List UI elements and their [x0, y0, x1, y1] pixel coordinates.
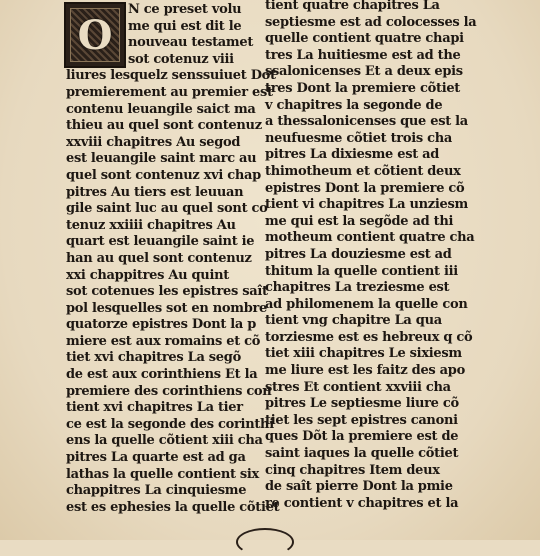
text-line: lathas la quelle contient six [66, 466, 260, 482]
text-line: pol lesquelles sot en nombre [66, 300, 268, 316]
text-line: quel sont contenuz xvi chap [66, 167, 261, 183]
text-line: thieu au quel sont contenuz [66, 118, 262, 134]
text-line: xxi chappitres Au quint [66, 267, 229, 283]
text-line: ad philomenem la quelle con [265, 296, 468, 312]
text-line: de est aux corinthiens Et la [66, 367, 258, 383]
text-line: tient xvi chapitres La tier [66, 400, 243, 416]
text-line: ce est la segonde des corinthi [66, 416, 274, 432]
text-line: chapitres La treziesme est [265, 280, 450, 296]
text-line: ens la quelle cõtient xiii cha [66, 433, 263, 449]
text-line: premierement au premier est [66, 84, 273, 100]
text-line: tres Dont la premiere cõtiet [265, 80, 461, 96]
text-line: sot cotenues les epistres saît [66, 284, 268, 300]
text-line: quart est leuangile saint ie [66, 234, 255, 250]
text-line: pitres La dixiesme est ad [265, 147, 440, 163]
text-line: tres La huitiesme est ad the [265, 47, 461, 63]
text-line: me qui est la segõde ad thi [265, 213, 454, 229]
page-ornament-mark [236, 528, 294, 556]
right-text-column [265, 0, 477, 512]
text-line: tient vng chapitre La qua [265, 313, 442, 329]
text-line: tiet xiii chapitres Le sixiesm [265, 346, 462, 362]
text-line: epistres Dont la premiere cõ [265, 180, 465, 196]
text-line: me liure est les faitz des apo [265, 363, 465, 379]
text-line: thimotheum et cõtient deux [265, 163, 461, 179]
text-line: motheum contient quatre cha [265, 230, 475, 246]
text-line: neufuesme cõtiet trois cha [265, 130, 452, 146]
text-line: cinq chapitres Item deux [265, 462, 440, 478]
text-line: pitres Au tiers est leuuan [66, 184, 244, 200]
text-line: stres Et contient xxviii cha [265, 379, 451, 395]
text-line: tient quatre chapitres La [265, 0, 440, 13]
initial-letter: O [77, 11, 113, 59]
text-line: pitres Le septiesme liure cõ [265, 396, 459, 412]
text-line: tiet les sept epistres canoni [265, 412, 458, 428]
text-line: contenu leuangile saict ma [66, 101, 256, 117]
left-text-column [66, 2, 280, 516]
text-line: thitum la quelle contient iii [265, 263, 458, 279]
text-line: han au quel sont contenuz [66, 250, 252, 266]
text-line: N ce preset volu [128, 2, 242, 17]
text-line: tiet xvi chapitres La segõ [66, 350, 241, 366]
text-line: quatorze epistres Dont la p [66, 317, 257, 333]
text-line: chappitres La cinquiesme [66, 483, 247, 499]
text-line: liures lesquelz senssuiuet Dot [66, 68, 276, 84]
text-line: xxviii chapitres Au segod [66, 134, 241, 150]
text-line: septiesme est ad colocesses la [265, 14, 477, 30]
text-line: pitres La douziesme est ad [265, 246, 452, 262]
text-line: tenuz xxiiii chapitres Au [66, 217, 236, 233]
text-line: premiere des corinthiens con [66, 383, 272, 399]
text-line: re contient v chapitres et la [265, 495, 459, 511]
text-line: gile saint luc au quel sont co [66, 201, 268, 217]
text-line: saint iaques la quelle cõtiet [265, 446, 459, 462]
text-line: est es ephesies la quelle cõtiet [66, 499, 280, 515]
text-line: me qui est dit le [128, 18, 242, 34]
text-line: miere est aux romains et cõ [66, 333, 261, 349]
text-line: quelle contient quatre chapi [265, 31, 464, 47]
text-line: a thessalonicenses que est la [265, 114, 468, 130]
text-line: tient vi chapitres La unziesm [265, 197, 468, 213]
text-line: ques Dõt la premiere est de [265, 429, 459, 445]
text-line: de saît pierre Dont la pmie [265, 479, 453, 495]
text-line: nouveau testamet [128, 35, 254, 51]
text-line: ssalonicenses Et a deux epis [265, 64, 463, 80]
text-line: v chapitres la segonde de [265, 97, 443, 113]
text-line: pitres La quarte est ad ga [66, 450, 246, 466]
text-line: sot cotenuz viii [128, 51, 234, 67]
text-line: torziesme est es hebreux q cõ [265, 329, 473, 345]
text-line: est leuangile saint marc au [66, 151, 257, 167]
